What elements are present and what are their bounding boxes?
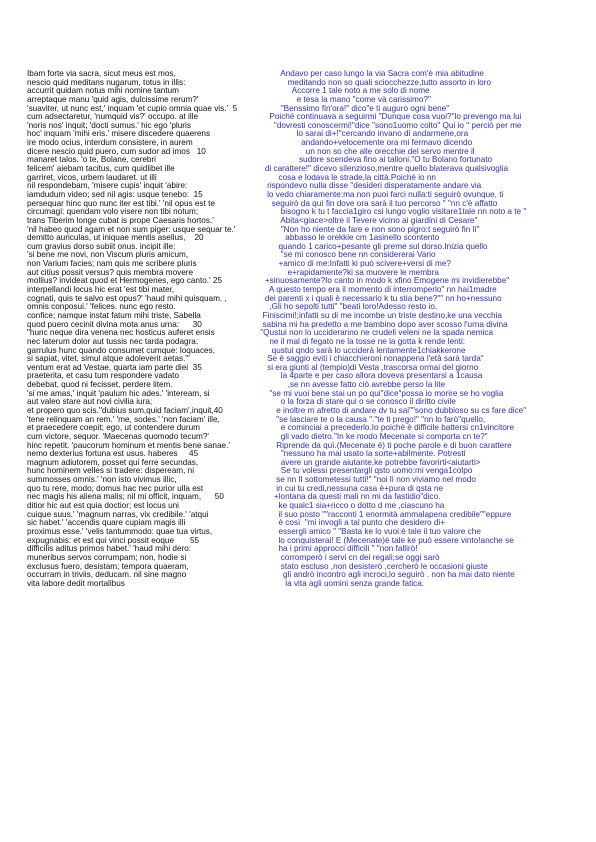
italian-line: e+rapidamente?ki sa muovere le membra <box>258 267 439 277</box>
latin-line: muneribus servos corrumpam; non, hodie si <box>27 552 187 562</box>
latin-line: nil respondebam, 'misere cupis' inquit 'abire: <box>27 181 188 191</box>
latin-line: hoc' inquam 'mihi eris.' misere discedere quaerens <box>27 129 211 139</box>
latin-line: 'si bene me novi, non Viscum pluris amicum, <box>27 250 189 260</box>
latin-line: cognati, quis te salvo est opus?' 'haud mihi quisquam. , <box>27 293 227 303</box>
latin-line: magnum adiutorem, posset qui ferre secundas, <box>27 457 199 467</box>
italian-line: lo vedo chiaramente:ma non puoi farci nulla:ti seguirò ovunque, ti <box>258 189 504 199</box>
latin-line: quo tu rere, modo; domus hac nec purior ulla est <box>27 483 204 493</box>
latin-line: expugnabis: et est qui vinci possit eoque 55 <box>27 535 200 545</box>
latin-line: hunc hominem velles si tradere: dispeream, ni <box>27 466 195 476</box>
latin-line: garriret, vicos, urbem laudaret. ut illi <box>27 172 157 182</box>
latin-line: nescio quid meditans nugarum, totus in illis: <box>27 77 186 87</box>
latin-line: 'suaviter, ut nunc est,' inquam 'et cupio omnia quae vis.' 5 <box>27 103 238 113</box>
italian-line: sabina mi ha predetto a me bambino dopo aver scosso l'urna divina <box>258 319 508 329</box>
italian-line: "Qustui non lo uccideranno ne crudeli veleni ne la spada nemica <box>258 328 494 338</box>
italian-line: avere un grande aiutante,ke potrebbe favorirti<aiutarti> <box>258 457 481 467</box>
latin-line: arreptaque manu 'quid agis, dulcissime rerum?' <box>27 94 199 104</box>
italian-line: Andavo per caso lungo la via Sacra com'è mia abitudine <box>258 69 484 78</box>
latin-line: si sapiat, vitet, simul atque adoleverit aetas."' <box>27 354 190 364</box>
latin-line: persequar hinc quo nunc iter est tibi.' 'nil opus est te <box>27 198 215 208</box>
italian-line: e inoltre m afretto di andare dv tu sai""sono dubbioso su cs fare dice" <box>258 405 527 415</box>
latin-line: "hunc neque dira venena nec hosticus auferet ensis <box>27 328 215 338</box>
italian-line: Accorre 1 tale noto a me solo di nome <box>258 86 430 96</box>
latin-line: ventum erat ad Vestae, quarta iam parte diei 35 <box>27 362 202 372</box>
latin-line: aut valeo stare aut novi civilia iura; <box>27 397 153 407</box>
italian-line: "se mi vuoi bene stai un po qui"dice"possa io morire se ho voglia <box>258 388 504 398</box>
italian-line: cosa e lodava le strade,la città.Poichè io nn <box>258 172 436 182</box>
italian-line: +lontana da questi mali nn mi da fastidio"dico. <box>258 492 441 502</box>
latin-line: occurram in triviis, deducam. nil sine magno <box>27 570 187 580</box>
italian-line: dei parenti x i quali è necessario k tu stia bene?"" nn ho+nessuno <box>258 293 502 303</box>
latin-line: et praecedere coepit; ego, ut contendere durum <box>27 423 200 433</box>
latin-line: accurrit quidam notus mihi nomine tantum <box>27 86 179 96</box>
latin-line: et propero quo scis.''dubius sum,quid faciam',inquit,40 <box>27 405 223 415</box>
latin-line: quod puero cecinit divina mota anus urna: 30 <box>27 319 202 329</box>
italian-line: seguirò da quì fin dove ora sarà il tuo percorso " "nn c'è affatto <box>258 198 498 208</box>
italian-line: un non so che alle orecchie del servo mentre il <box>258 146 475 156</box>
latin-line: aut citius possit versus? quis membra movere <box>27 267 194 277</box>
latin-line: dicere nescio quid puero, cum sudor ad imos 10 <box>27 146 206 156</box>
italian-line: A questo tempo era il momento di interromperlo" nn hai1madre <box>258 285 497 295</box>
latin-line: sic habet.' 'accendis quare cupiam magis illi <box>27 518 186 528</box>
latin-line: ditior hic aut est quia doctior; est locus uni <box>27 501 180 511</box>
italian-line: Abita<giace>oltre il Tevere vicino ai giardini di Cesare" <box>258 215 478 225</box>
latin-line: proximus esse.' 'velis tantummodo: quae tua virtus, <box>27 526 213 536</box>
latin-line: debebat, quod ni fecisset, perdere litem. <box>27 380 173 390</box>
italian-line: quando 1 carico+pesante gli preme sul dorso.Inizia quello <box>258 241 488 251</box>
latin-line: hinc repetit. 'paucorum hominum et mentis bene sanae.' <box>27 440 230 450</box>
latin-line: non Varium facies; nam quis me scribere pluris <box>27 259 197 269</box>
latin-line: vita labore dedit mortalibus <box>27 578 125 588</box>
italian-line: "Benssimo fin'ora!" dico"e ti auguro ogni bene" <box>258 103 450 113</box>
italian-line: e cominciai a precederlo.Io poichè è difficile battersi cn1vincitore <box>258 423 515 433</box>
latin-line: omnis conposui.' 'felices. nunc ego resto. <box>27 302 176 312</box>
italian-line: Poiché continuava a seguirmi "Dunque cosa vuoi?"lo prevengo ma lui <box>258 112 522 122</box>
italian-line: ,se nn avesse fatto ciò avrebbe perso la lite <box>258 380 446 390</box>
latin-line: Ibam forte via sacra, sicut meus est mos, <box>27 69 176 78</box>
italian-line: abbasso le orekkie cm 1asinello scontento <box>258 233 440 243</box>
italian-line: di carattere!" dicevo silenzioso,mentre quello blaterava qualsivoglia <box>258 164 509 174</box>
latin-line: garrulus hunc quando consumet cumque: loquaces, <box>27 345 215 355</box>
latin-line: 'si me amas,' inquit 'paulum hic ades.' 'inteream, si <box>27 388 210 398</box>
latin-line: exclusus fuero, desistam; tempora quaeram, <box>27 561 189 571</box>
latin-line: nemo dexterius fortuna est usus. haberes 45 <box>27 449 199 459</box>
latin-line: cum adsectaretur, 'numquid vis?' occupo. at ille <box>27 112 199 122</box>
italian-line: "nessuno ha mai usato la sorte+abilmente. Potresti <box>258 449 466 459</box>
italian-line: stato escluso ,non desisterò ,cercherò le occasioni giuste <box>258 561 488 571</box>
latin-line: 'nil habeo quod agam et non sum piger: usque sequar te.' <box>27 224 236 234</box>
latin-line: praeterita, et casu tum respondere vadato <box>27 371 180 381</box>
italian-line: bisogno k tu t faccia1giro csi lungo voglio visitare1tale nn noto a te " <box>258 207 527 217</box>
italian-line: "se mi conosco bene nn considererai Vario <box>258 250 436 260</box>
italian-line: se nn lI sottometessi tutti!" "noi lì non viviamo nel modo <box>258 475 476 485</box>
italian-line: il suo posto ""racconti 1 enormità ammalapena credibile""eppure <box>258 509 512 519</box>
italian-line: ha i primi approcci difficili " "non fallirò! <box>258 544 418 554</box>
latin-text-column <box>27 70 285 588</box>
italian-line: o la forza di stare qui o se conosco il diritto civile <box>258 397 456 407</box>
italian-line: si era giunti al (tempio)di Vesta ,trascorsa ormai del giorno <box>258 362 479 372</box>
italian-line: corromperò i servi cn dei regali;se oggi sarò <box>258 552 440 562</box>
latin-line: circumagi: quendam volo visere non tibi notum; <box>27 207 199 217</box>
italian-line: "se lasciare te o la causa "."te ti prego!" "nn lo farò"quello, <box>258 414 486 424</box>
italian-line: la vita agli uomini senza grande fatica. <box>258 578 425 588</box>
latin-line: felicem' aiebam tacitus, cum quidlibet ille <box>27 164 175 174</box>
latin-line: difficilis aditus primos habet.' 'haud mihi dero: <box>27 544 192 554</box>
italian-line: in cui tu credi,nessuna casa è+pura di qsta ne <box>258 483 444 493</box>
italian-line: ,Gli ho sepolti tutti" "beati loro!Adesso resto io. <box>258 302 438 312</box>
latin-line: ire modo ocius, interdum consistere, in aurem <box>27 138 193 148</box>
latin-line: summosses omnis.' 'non isto vivimus illic, <box>27 475 177 485</box>
italian-line: Se è saggio eviti i chiacchieroni nonappena l'età sarà tarda" <box>258 354 484 364</box>
italian-line: Riprende da quì.(Mecenate è) ti poche parole e di buon carattere <box>258 440 512 450</box>
italian-line: la 4parte e per caso allora doveva presentarsi a 1causa <box>258 371 483 381</box>
italian-line: qustui qndo sarà lo ucciderà lentamente1chiakkerone <box>258 345 466 355</box>
italian-line: meditando non so quali sciocchezze,tutto assorto in loro <box>258 77 492 87</box>
latin-line: demitto auriculas, ut iniquae mentis asellus, 20 <box>27 233 204 243</box>
italian-line: Finiscimi!;infatti su di me incombe un triste destino,ke una vecchia <box>258 310 502 320</box>
latin-line: manaret talos. 'o te, Bolane, cerebri <box>27 155 156 165</box>
latin-line: cum gravius dorso subiit onus. incipit ille: <box>27 241 176 251</box>
latin-line: confice; namque instat fatum mihi triste, Sabella <box>27 310 201 320</box>
italian-line: "dovresti conoscermi!"dice "sono1uomo colto" Qui io " perciò per me <box>258 120 522 130</box>
italian-line: lo conquisterai! E (Mecenate)è tale ke può essere vinto!anche se <box>258 535 514 545</box>
italian-line: "Non ho niente da fare e non sono pigro:t seguirò fin lì" <box>258 224 480 234</box>
italian-line: +sinuosamente?Io canto in modo k xfino Emogene mi invidierebbe" <box>258 276 510 286</box>
latin-line: nec laterum dolor aut tussis nec tarda podagra: <box>27 336 199 346</box>
italian-line: andando+velocemente ora mi fermavo dicendo <box>258 138 473 148</box>
italian-line: è così "mi invogli a tal punto che desidero di+ <box>258 518 445 528</box>
italian-line: ke qualc1 sia+ricco o dotto d me ,ciascuno ha <box>258 501 445 511</box>
latin-line: 'tene relinquam an rem.' 'me, sodes.' 'non faciam' ille, <box>27 414 220 424</box>
latin-line: trans Tiberim longe cubat is prope Caesaris hortos.' <box>27 215 214 225</box>
latin-line: cum victore, sequor. 'Maecenas quomodo tecum?' <box>27 431 209 441</box>
italian-line: +amico di me:Infatti ki può scivere+versi di me? <box>258 259 451 269</box>
italian-line: rispondevo nulla disse "desideri disperatamente andare via <box>258 181 482 191</box>
italian-line: gli andrò incontro agli incroci,lo seguirò . non ha mai dato niente <box>258 570 515 580</box>
latin-line: cuique suus.' 'magnum narras, vix credibile.' 'atqui <box>27 509 209 519</box>
italian-line: ne il mal di fegato ne la tosse ne la gotta k rende lenti: <box>258 336 466 346</box>
latin-line: nec magis his aliena malis; nil mi officit, inquam, 50 <box>27 492 224 502</box>
latin-line: iamdudum video; sed nil agis: usque tenebo: 15 <box>27 189 203 199</box>
italian-line: e tesa la mano "come và carissimo?" <box>258 94 431 104</box>
italian-line: gli vado dietro."In ke modo Mecenate si comporta cn te?" <box>258 431 488 441</box>
latin-line: 'noris nos' inquit; 'docti sumus.' hic ego 'pluris <box>27 120 191 130</box>
latin-line: interpellandi locus hic erat 'est tibi mater, <box>27 285 175 295</box>
italian-line: Se tu volessi presentargli qsto uomo:mi venga1colpo <box>258 466 473 476</box>
italian-line: essergli amico " "Basta ke lo vuoi:è tale il tuo valore che <box>258 526 481 536</box>
italian-translation-column <box>258 70 594 588</box>
latin-line: mollius? invideat quod et Hermogenes, ego canto.' 25 <box>27 276 223 286</box>
italian-line: lo sarai di+!"cercando invano di andarmene,ora <box>258 129 469 139</box>
italian-line: sudore scendeva fino ai talloni."O tu Bolano fortunato <box>258 155 493 165</box>
